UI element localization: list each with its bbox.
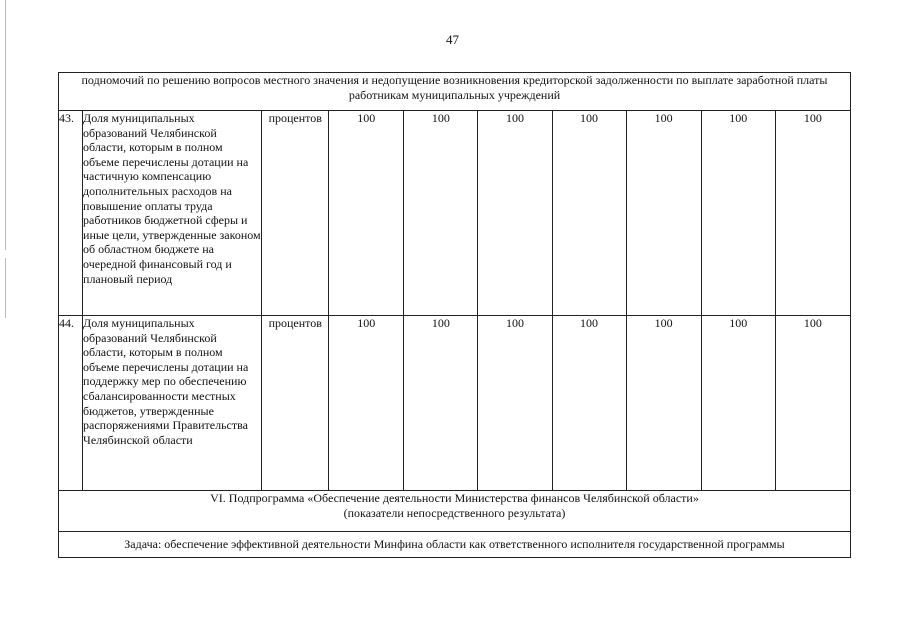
- indicator-value: 100: [701, 111, 775, 316]
- indicator-value: 100: [775, 111, 850, 316]
- row-number: 44.: [59, 316, 83, 491]
- continuation-header-text: подномочий по решению вопросов местного значения и недопущение возникновения кредиторской задолженности по выплате заработной платы работникам муниципальных учреждений: [59, 73, 851, 111]
- indicator-value: 100: [329, 316, 404, 491]
- section-heading: [59, 491, 851, 532]
- indicator-unit: процентов: [262, 111, 329, 316]
- indicator-unit: процентов: [262, 316, 329, 491]
- indicator-row-43: [59, 111, 851, 316]
- indicator-value: 100: [775, 316, 850, 491]
- continuation-header-row: [59, 73, 851, 111]
- indicator-value: 100: [701, 316, 775, 491]
- page-number: 47: [446, 32, 459, 47]
- indicator-value: 100: [478, 111, 552, 316]
- indicator-row-44: [59, 316, 851, 491]
- task-row: [59, 532, 851, 558]
- indicator-value: 100: [404, 111, 478, 316]
- section-subtitle: (показатели непосредственного результата): [343, 505, 566, 520]
- indicator-value: 100: [626, 316, 701, 491]
- indicator-value: 100: [552, 111, 626, 316]
- indicator-value: 100: [404, 316, 478, 491]
- row-number: 43.: [59, 111, 83, 316]
- indicator-value: 100: [478, 316, 552, 491]
- indicator-value: 100: [329, 111, 404, 316]
- indicators-table: [58, 72, 851, 558]
- indicator-value: 100: [552, 316, 626, 491]
- indicator-value: 100: [626, 111, 701, 316]
- section-title: VI. Подпрограмма «Обеспечение деятельности Министерства финансов Челябинской области»: [210, 491, 699, 505]
- margin-scan-line: [5, 258, 6, 318]
- indicator-name: Доля муниципальных образований Челябинской области, которым в полном объеме перечислены дотации на поддержку мер по обеспечению сбалансированности местных бюджетов, утвержденные распоряжениями Правительства Челябинской области: [83, 316, 262, 491]
- indicator-name: Доля муниципальных образований Челябинской области, которым в полном объеме перечислены дотации на частичную компенсацию дополнительных расходов на повышение оплаты труда работников бюджетной сферы и иные цели, утвержденные законом об областном бюджете на очередной финансовый год и плановый период: [83, 111, 262, 316]
- task-text: Задача: обеспечение эффективной деятельности Минфина области как ответственного исполнителя государственной программы: [59, 532, 851, 558]
- section-heading-row: [59, 491, 851, 532]
